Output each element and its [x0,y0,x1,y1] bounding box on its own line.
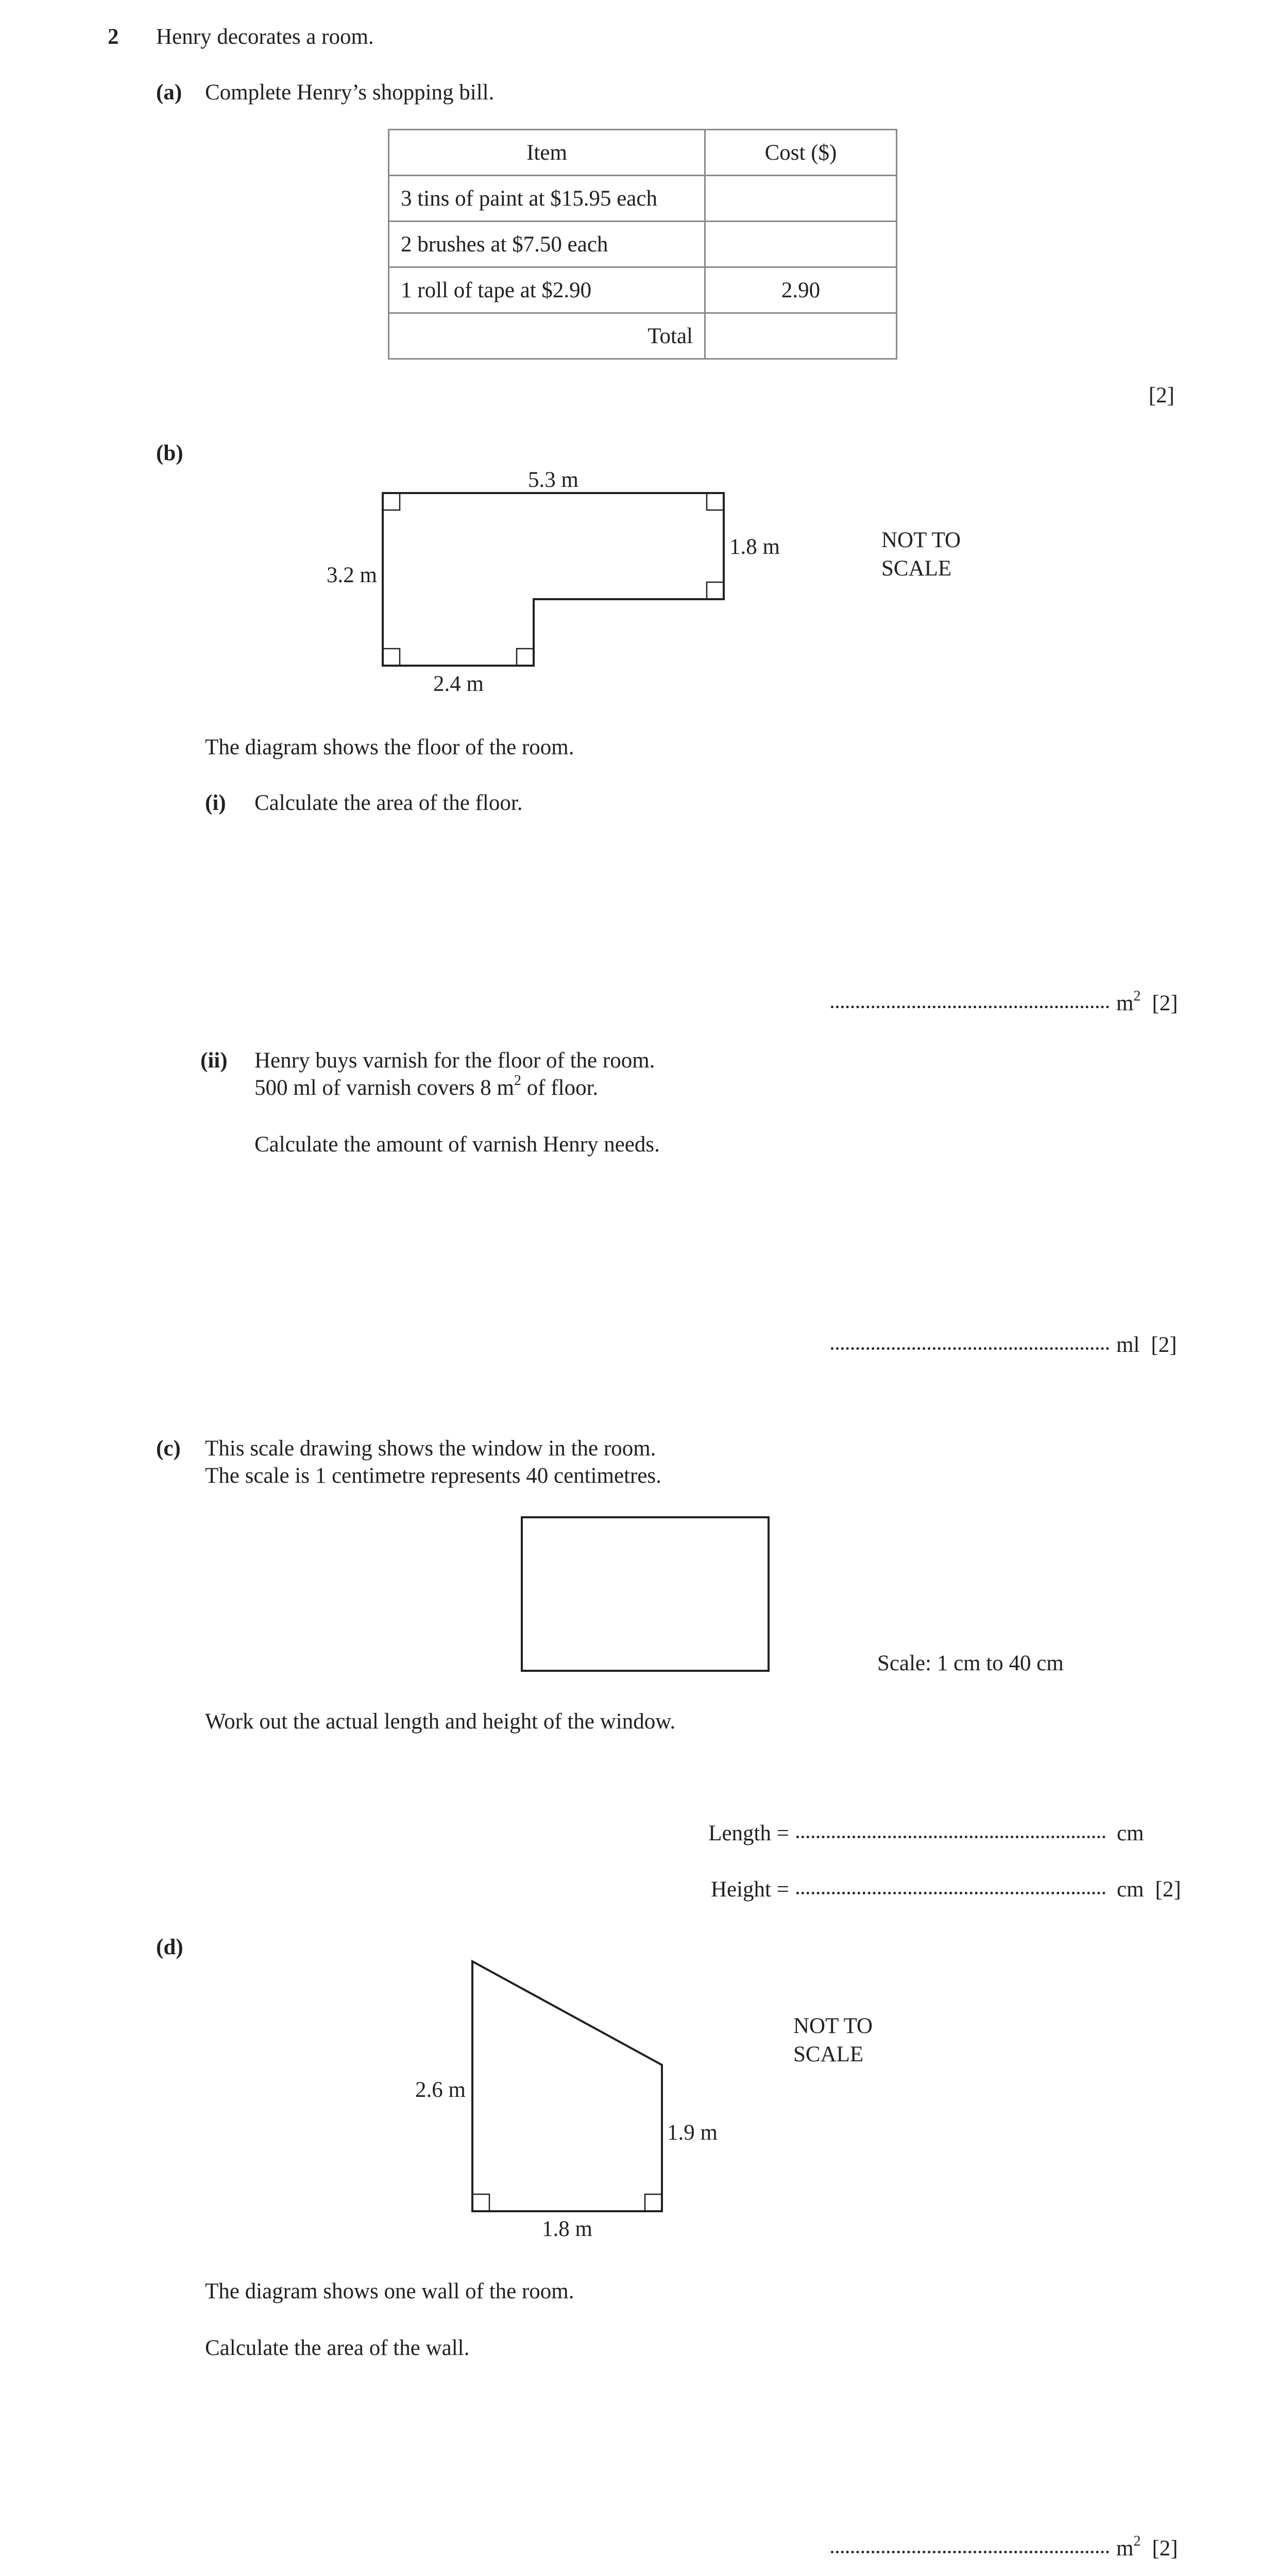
wall-diagram [472,1961,662,2211]
answer-marks: [2] [1152,2536,1178,2561]
part-b-label: (b) [156,441,183,465]
part-d-label: (d) [156,1935,183,1959]
answer-unit: ml [1116,1333,1140,1357]
part-b-caption: The diagram shows the floor of the room. [205,735,574,759]
floor-left-label: 3.2 m [327,563,377,587]
right-angle-markers [472,2194,662,2211]
part-a-label: (a) [156,80,182,105]
wall-not-to-scale-line1: NOT TO [793,2014,873,2038]
answer-dotted-line[interactable] [796,1836,1105,1838]
answer-unit: $m^2$ [1116,2533,1141,2561]
part-d-caption: The diagram shows one wall of the room. [205,2279,574,2303]
part-c-line1: This scale drawing shows the window in the room. [205,1436,656,1461]
part-c-line2: The scale is 1 centimetre represents 40 centimetres. [205,1464,661,1488]
floor-outline [383,493,724,666]
answer-unit: cm [1117,1877,1144,1902]
part-c-scale-label: Scale: 1 cm to 40 cm [877,1651,1064,1675]
floor-not-to-scale-line2: SCALE [881,556,952,581]
part-b-ii-prompt: Calculate the amount of varnish Henry needs. [254,1132,660,1157]
wall-not-to-scale-line2: SCALE [793,2042,864,2066]
part-b-ii-label: (ii) [200,1048,228,1073]
part-c-height-answer-line[interactable] [696,1878,1181,1901]
part-b-i-answer-line[interactable] [831,988,1178,1015]
floor-plan-diagram [383,493,724,666]
floor-bottom-label: 2.4 m [433,672,484,696]
question-intro: Henry decorates a room. [156,25,374,49]
floor-right-label: 1.8 m [729,535,780,559]
window-rectangle [522,1517,769,1671]
part-c-prompt: Work out the actual length and height of the window. [205,1709,676,1734]
wall-left-label: 2.6 m [415,2078,466,2102]
wall-bottom-label: 1.8 m [542,2217,592,2241]
length-label: Length = [708,1821,789,1845]
floor-not-to-scale-line1: NOT TO [881,528,961,552]
table-cell-item: 1 roll of tape at $2.90 [389,267,705,313]
floor-top-label: 5.3 m [528,468,578,492]
part-d-prompt: Calculate the area of the wall. [205,2336,470,2360]
part-d-answer-line[interactable] [831,2533,1178,2561]
answer-marks: [2] [1151,1333,1177,1357]
part-b-i-prompt: Calculate the area of the floor. [254,791,523,815]
table-cell-cost: 2.90 [705,267,897,313]
question-number: 2 [108,25,119,49]
table-cell-item: 2 brushes at $7.50 each [389,222,705,267]
part-b-ii-line1: Henry buys varnish for the floor of the room. [254,1048,655,1073]
part-c-label: (c) [156,1436,181,1461]
answer-unit: $m^2$ [1116,988,1141,1015]
answer-dotted-line[interactable] [831,1347,1109,1350]
answer-dotted-line[interactable] [796,1892,1105,1894]
right-angle-markers [383,493,724,666]
height-label: Height = [710,1877,789,1902]
part-b-i-label: (i) [205,791,226,815]
wall-right-label: 1.9 m [667,2121,718,2145]
table-cell-item: 3 tins of paint at $15.95 each [389,176,705,222]
part-b-ii-answer-line[interactable] [831,1334,1177,1356]
answer-marks: [2] [1152,991,1178,1015]
part-a-marks: [2] [1148,383,1174,408]
answer-marks: [2] [1155,1877,1181,1902]
answer-dotted-line[interactable] [831,2551,1109,2553]
answer-dotted-line[interactable] [831,1006,1109,1008]
table-header-cost: Cost ($) [705,130,897,176]
wall-outline [472,1961,662,2211]
answer-unit: cm [1117,1821,1144,1845]
part-b-ii-line2: 500 ml of varnish covers 8 $m^2$ of floor. [254,1072,599,1100]
part-c-length-answer-line[interactable] [696,1822,1144,1844]
table-cell-total-label: Total [389,313,705,359]
part-a-prompt: Complete Henry’s shopping bill. [205,80,495,105]
table-header-item: Item [389,130,705,176]
